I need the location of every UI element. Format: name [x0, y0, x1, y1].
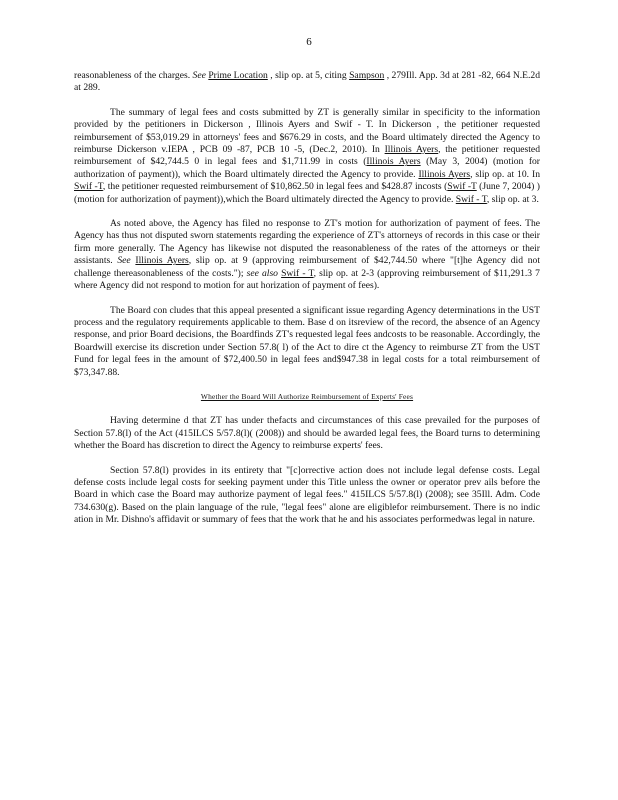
- page-number: 6: [306, 36, 312, 48]
- text-run: , slip op. at 3.: [486, 193, 539, 205]
- signal-word: see also: [246, 267, 278, 279]
- text-run: , slip op. at 2-3 (approving reimbursement of $11,291.3 7 where Agency did not respond to motion for aut horization of payment of fees).: [74, 267, 540, 292]
- case-citation: Swif -T: [447, 181, 477, 193]
- text-run: , slip op. at 10. In: [470, 168, 540, 180]
- text-run: Having determine d that ZT has under thefacts and circumstances of this case prevailed for the purposes of Section 57.8(l) of the Act (415ILCS 5/57.8(l)( (2008)) and should be awarded legal fees, the Board turns to determining whether the Board has discretion to direct the Agency to reimburse experts' fees.: [74, 415, 540, 452]
- paragraph-p6: [74, 465, 540, 527]
- case-citation: Swif -T: [74, 181, 103, 193]
- case-citation: Swif - T: [455, 193, 487, 205]
- text-run: Whether the Board Will Authorize Reimbursement of Experts' Fees: [200, 391, 414, 401]
- text-run: , slip op. at 5, citing: [267, 70, 350, 81]
- text-run: The summary of legal fees and costs submitted by ZT is generally similar in specificity to the information provided by the petitioners in Dickerson , Illinois Ayers and Swif - T. In Dickerson , the petitioner requested reimbursement of $53,019.29 in attorneys' fees and $676.29 in costs, and the Board ultimately directed the Agency to reimburse Dickerson v.IEPA , PCB 09 -87, PCB 10 -5, (Dec.2, 2010). In: [74, 106, 540, 156]
- paragraph-p1: [74, 70, 540, 95]
- signal-word: See: [117, 255, 131, 267]
- paragraph-p3: [74, 218, 540, 292]
- paragraph-p2: [74, 107, 540, 206]
- text-run: , slip op. at 9 (approving reimbursement of $42,744.50 where "[t]he Agency did not challenge thereasonableness of the costs.");: [74, 255, 540, 279]
- text-run: , the petitioner requested reimbursement of $42,744.5 0 in legal fees and $1,711.99 in costs (: [74, 144, 540, 168]
- signal-word: See: [192, 70, 206, 81]
- case-citation: Swif - T: [281, 267, 314, 279]
- paragraph-p5: [74, 415, 540, 452]
- document-body: [74, 70, 540, 539]
- text-run: (June 7, 2004) ) (motion for authorization of payment)),which the Board ultimately directed the Agency to provide.: [74, 181, 540, 205]
- case-citation: Illinois Ayers: [366, 156, 421, 168]
- case-citation: Prime Location: [208, 70, 268, 81]
- text-run: As noted above, the Agency has filed no response to ZT's motion for authorization of payment of fees. The Agency has thus not disputed sworn statements regarding the experience of ZT's attorneys of records in this case or their firm more generally. The Agency has likewise not disputed the reasonableness of the rates of the attorneys or their assistants.: [74, 218, 540, 267]
- text-run: , 279Ill. App. 3d at 281 -82, 664 N.E.2d at 289.: [74, 70, 541, 94]
- text-run: reasonableness of the charges.: [74, 70, 193, 81]
- case-citation: Illinois Ayers: [135, 255, 189, 267]
- paragraph-p4: [74, 305, 540, 379]
- text-run: Section 57.8(l) provides in its entirety that "[c]orrective action does not include legal defense costs. Legal defense costs include legal costs for seeking payment under this Title unless the owner or operator prev ails before the Board in which case the Board may authorize payment of legal fees." 415ILCS 5/57.8(l) (2008); see 35Ill. Adm. Code 734.630(g). Based on the plain language of the rule, "legal fees" alone are eligiblefor reimbursement. There is no indic ation in Mr. Dishno's affidavit or summary of fees that the work that he and his associates performedwas legal in nature.: [74, 464, 540, 526]
- case-citation: Sampson: [349, 70, 385, 81]
- section-heading: [74, 391, 540, 403]
- case-citation: Illinois Ayers: [384, 144, 439, 156]
- text-run: The Board con cludes that this appeal presented a significant issue regarding Agency determinations in the UST process and the regulatory requirements applicable to them. Base d on itsreview of the record, the absence of an Agency response, and prior Board decisions, the Boardfinds ZT's requested legal fees andcosts to be reasonable. Accordingly, the Boardwill exercise its discretion under Section 57.8( l) of the Act to dire ct the Agency to reimburse ZT from the UST Fund for legal fees in the amount of $72,400.50 in legal fees and$947.38 in legal costs for a total reimbursement of $73,347.88.: [74, 304, 540, 378]
- text-run: (May 3, 2004) (motion for authorization of payment)), which the Board ultimately directed the Agency to provide.: [74, 156, 541, 180]
- case-citation: Illinois Ayers: [418, 168, 471, 180]
- text-run: , the petitioner requested reimbursement of $10,862.50 in legal fees and $428.87 incosts (: [102, 181, 448, 193]
